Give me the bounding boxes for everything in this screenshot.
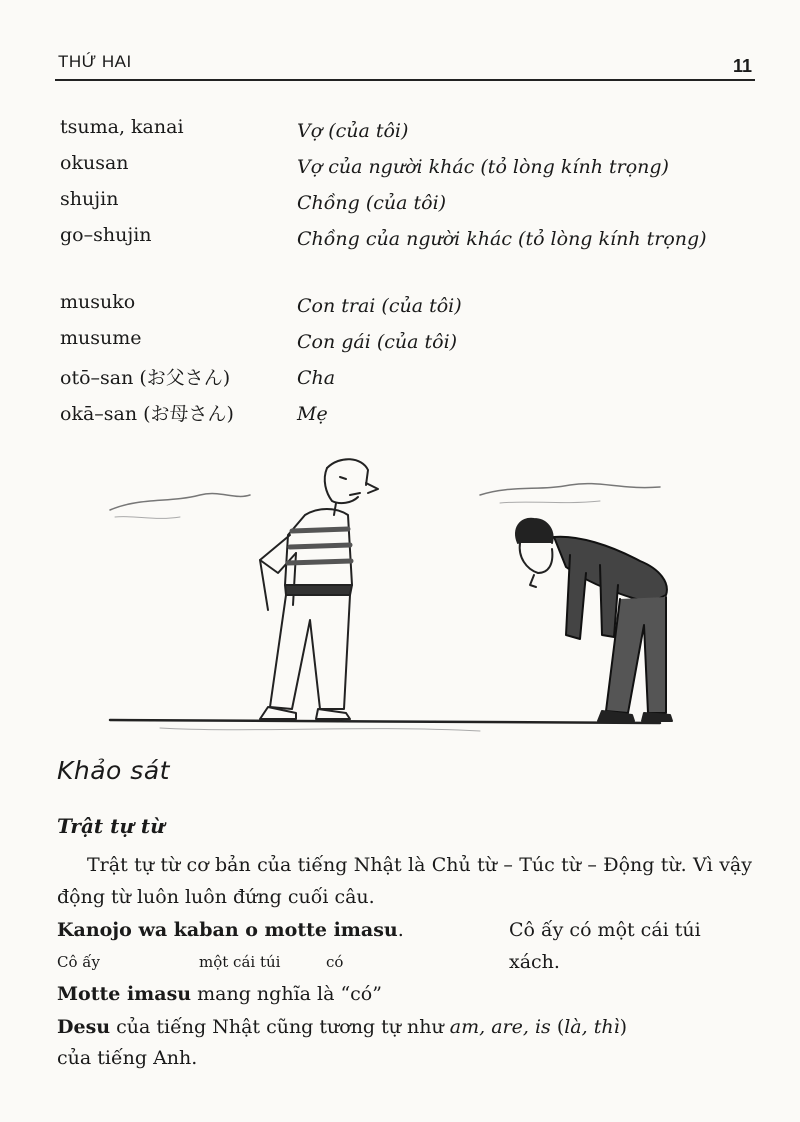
- vocab-term: shujin: [60, 188, 119, 210]
- example-period: .: [397, 919, 404, 941]
- vocab-meaning: Mẹ: [297, 403, 328, 425]
- gloss-verb: có: [326, 953, 344, 971]
- vocab-term: tsuma, kanai: [60, 116, 184, 138]
- vocab-meaning: Chồng (của tôi): [297, 192, 447, 214]
- header-rule: [55, 79, 755, 81]
- example-translation-continued: xách.: [509, 951, 560, 973]
- desu-line: [57, 1016, 627, 1038]
- vocab-term: musume: [60, 327, 142, 349]
- vocab-term: go–shujin: [60, 224, 152, 246]
- example-sentence-line: [57, 919, 404, 941]
- vocab-term: musuko: [60, 291, 136, 313]
- desu-paren-close: ): [619, 1016, 628, 1038]
- gloss-subject: Cô ấy: [57, 953, 100, 971]
- vocab-meaning: Vợ (của tôi): [297, 120, 409, 142]
- word-order-paragraph: Trật tự từ cơ bản của tiếng Nhật là Chủ từ – Túc từ – Động từ. Vì vậy động từ luôn luôn đứng cuối câu.: [57, 854, 752, 908]
- motte-imasu-meaning: mang nghĩa là “có”: [191, 983, 382, 1005]
- desu-line-continued: của tiếng Anh.: [57, 1047, 198, 1069]
- vocab-meaning: Con gái (của tôi): [297, 331, 458, 353]
- vocab-meaning: Vợ của người khác (tỏ lòng kính trọng): [297, 156, 669, 178]
- example-japanese: Kanojo wa kaban o motte imasu: [57, 919, 398, 941]
- subsection-title: Trật tự từ: [57, 814, 165, 838]
- desu-term: Desu: [57, 1016, 111, 1038]
- vocab-term: otō–san (お父さん): [60, 367, 231, 389]
- section-title: Khảo sát: [57, 756, 170, 785]
- vietnamese-verbs: là, thì: [564, 1016, 620, 1038]
- vocab-term: okusan: [60, 152, 129, 174]
- example-translation: Cô ấy có một cái túi: [509, 919, 701, 941]
- vocab-term: okā–san (お母さん): [60, 403, 234, 425]
- vocab-meaning: Chồng của người khác (tỏ lòng kính trọng): [297, 228, 707, 250]
- gloss-object: một cái túi: [199, 953, 281, 971]
- desu-text: của tiếng Nhật cũng tương tự như: [110, 1016, 450, 1038]
- motte-imasu-line: [57, 983, 382, 1005]
- motte-imasu-term: Motte imasu: [57, 983, 192, 1005]
- page-number: 11: [732, 56, 752, 76]
- bowing-men-illustration: [100, 445, 700, 745]
- desu-paren-open: (: [550, 1016, 565, 1038]
- english-verbs: am, are, is: [449, 1016, 551, 1038]
- vocab-meaning: Con trai (của tôi): [297, 295, 462, 317]
- running-header-title: THỨ HAI: [58, 52, 132, 71]
- vocab-meaning: Cha: [297, 367, 336, 389]
